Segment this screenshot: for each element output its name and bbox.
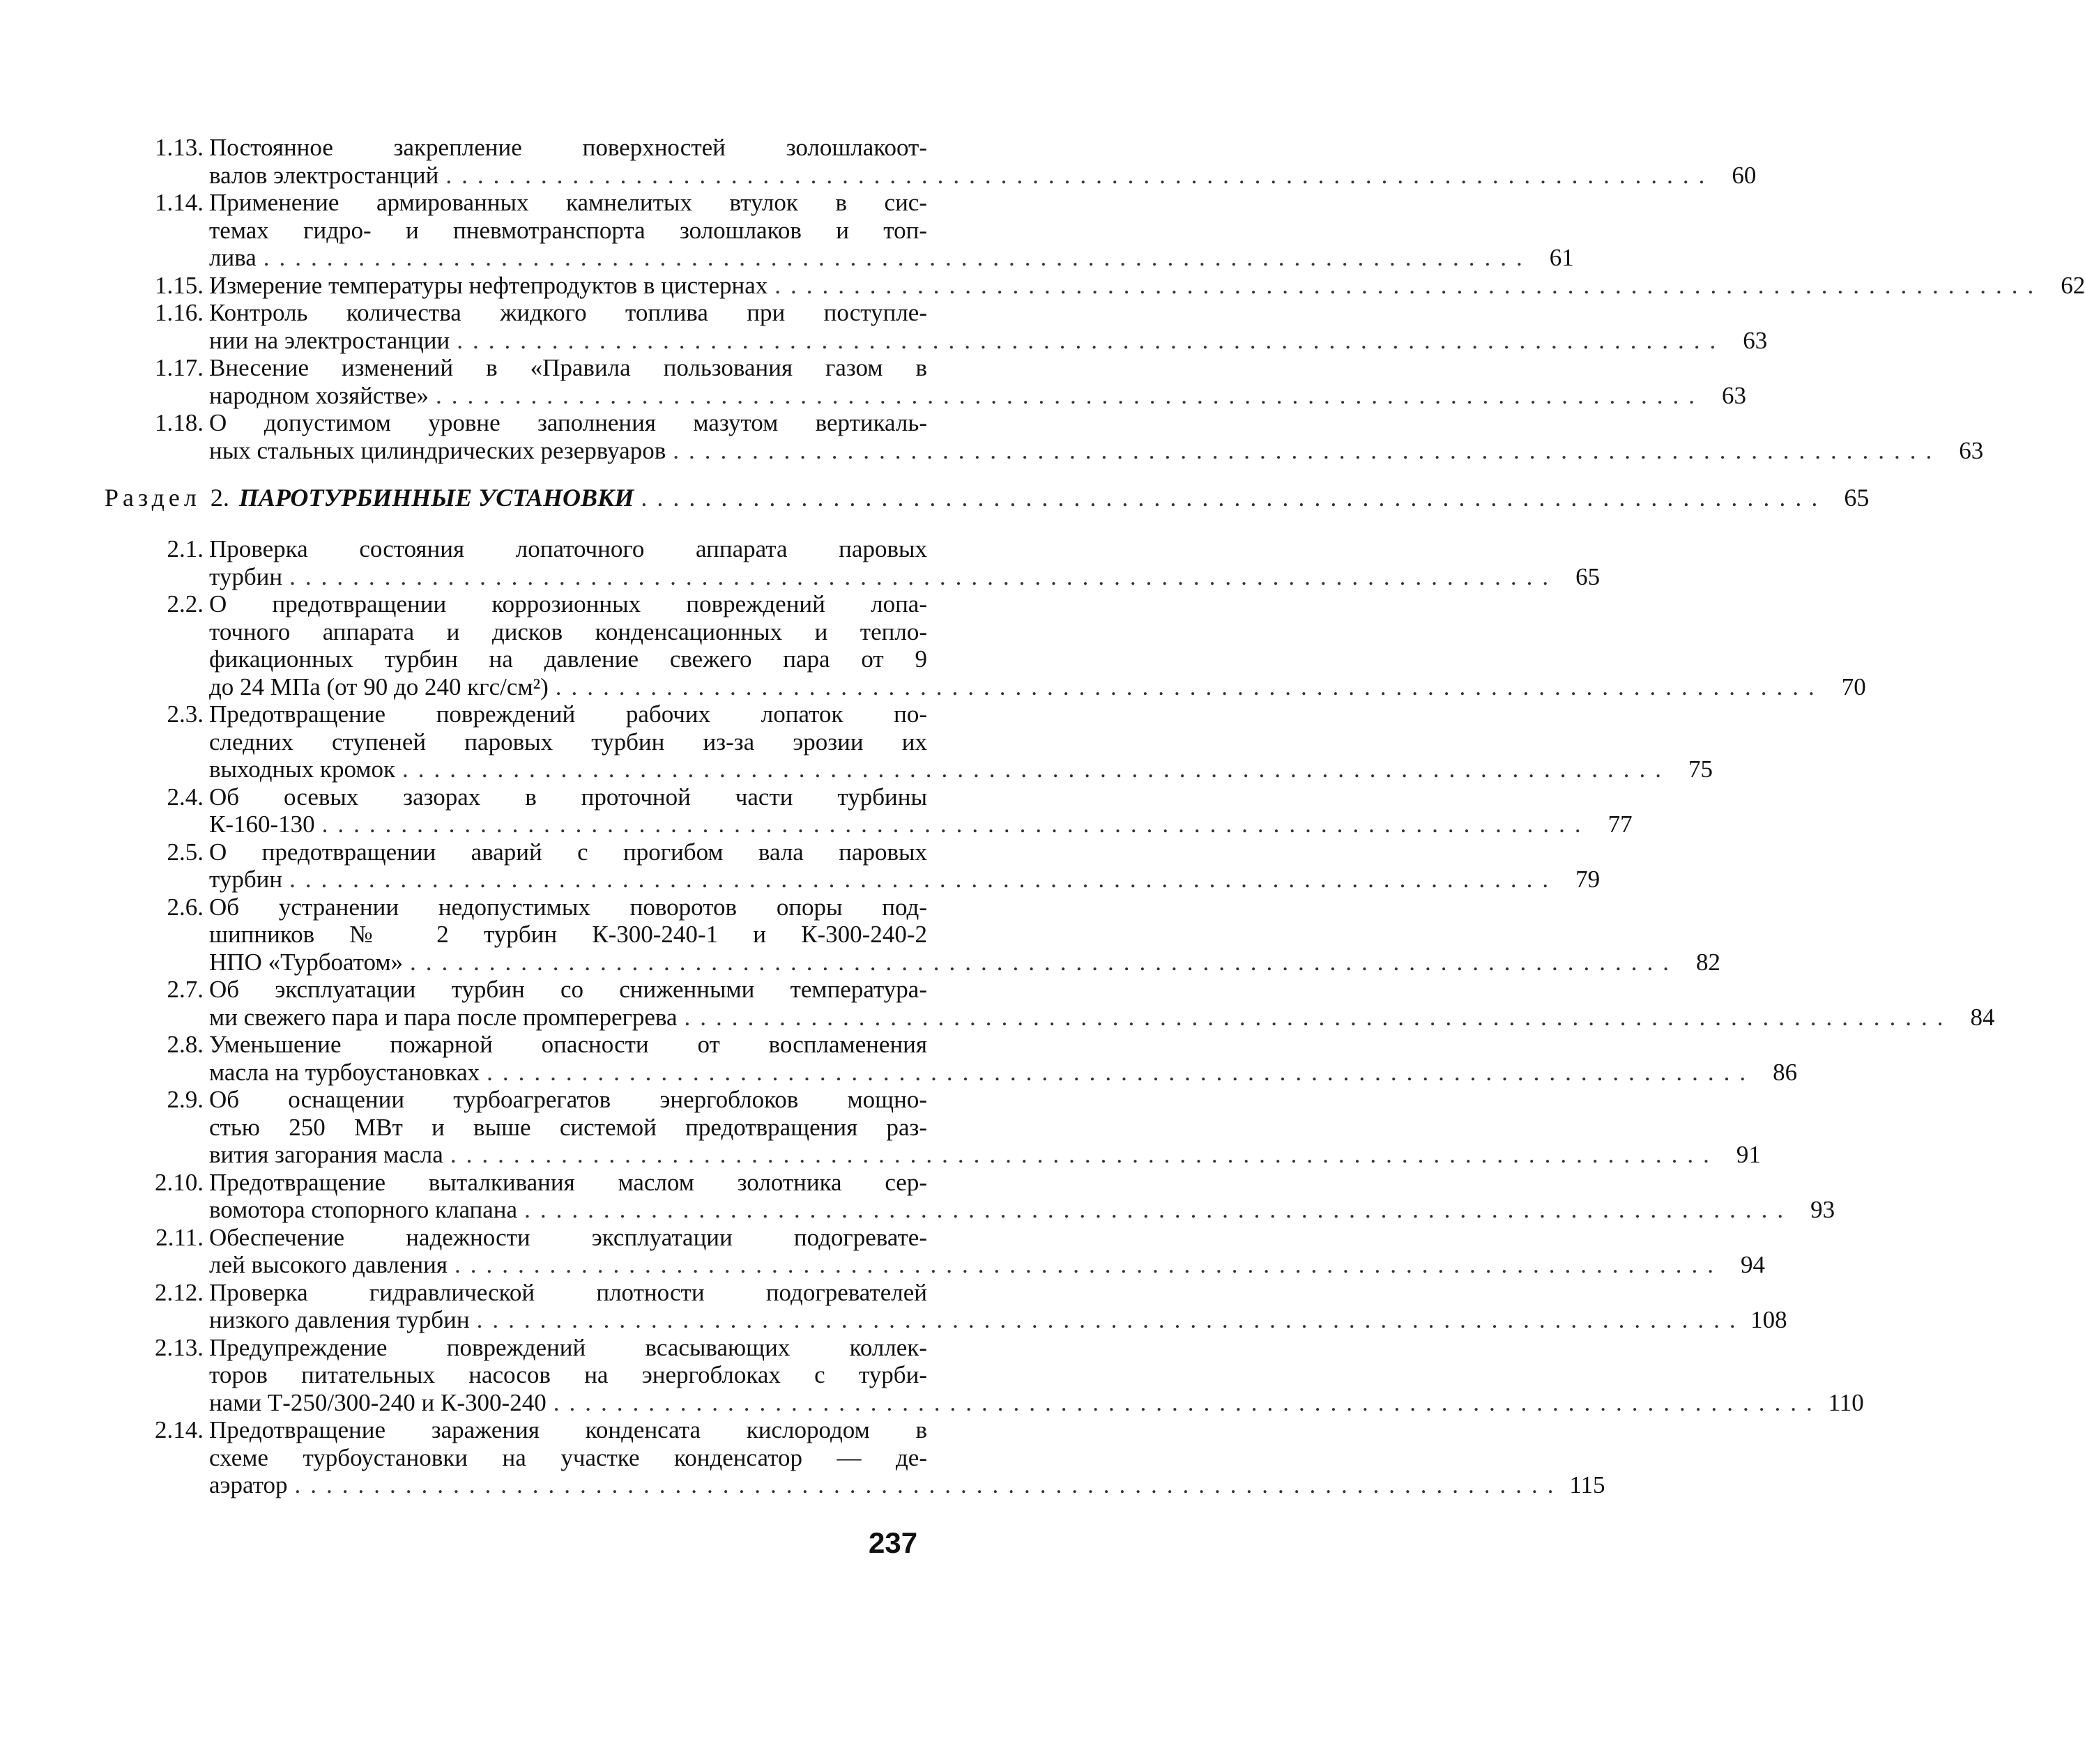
entry-last-line — [209, 1471, 1605, 1499]
toc-entry — [105, 189, 1574, 272]
entry-page: 79 — [1575, 866, 1601, 893]
toc-entry — [105, 1031, 1798, 1086]
entry-title-line: шипников № 2 турбин К-300-240-1 и К-300-240-2 — [209, 921, 927, 948]
entry-page: 115 — [1569, 1471, 1605, 1498]
entry-number: 2.10. — [155, 1168, 204, 1196]
entry-body — [209, 700, 1713, 783]
entry-page: 108 — [1750, 1306, 1787, 1333]
entry-number: 1.15. — [155, 271, 204, 299]
dot-leader: ................................................................................ — [289, 562, 1559, 590]
entry-last-line — [209, 244, 1574, 272]
entry-number: 2.13. — [155, 1333, 204, 1361]
entry-body — [209, 189, 1574, 272]
dot-leader: ................................................................................ — [684, 1003, 1953, 1031]
entry-title-line: торов питательных насосов на энергоблоках с турби- — [209, 1361, 927, 1388]
section-page: 65 — [1844, 484, 1870, 512]
entry-title-line: вития загорания масла — [209, 1141, 443, 1168]
entry-title-line: лей высокого давления — [209, 1251, 448, 1278]
entry-title-line: лива — [209, 244, 257, 271]
toc-entry — [105, 838, 1601, 893]
entry-body — [209, 535, 1601, 590]
toc-entry — [105, 271, 2085, 300]
entry-title-line: О предотвращении аварий с прогибом вала паровых — [209, 838, 927, 866]
entry-page: 61 — [1549, 244, 1574, 271]
entry-page: 62 — [2061, 271, 2085, 299]
entry-title-line: О допустимом уровне заполнения мазутом вертикаль- — [209, 409, 927, 436]
entry-title-line: выходных кромок — [209, 756, 395, 783]
entry-body — [209, 893, 1720, 976]
entry-title-line: турбин — [209, 562, 283, 590]
entry-title-line: нами Т-250/300-240 и К-300-240 — [209, 1388, 547, 1416]
entry-title-line: Уменьшение пожарной опасности от воспламенения — [209, 1031, 927, 1058]
entry-title-line: схеме турбоустановки на участке конденсатор — де- — [209, 1443, 927, 1471]
toc-list-section-1 — [105, 134, 2085, 464]
entry-title-line: Внесение изменений в «Правила пользования газом в — [209, 354, 927, 381]
entry-body — [209, 590, 1866, 700]
entry-page: 63 — [1959, 436, 1984, 464]
entry-last-line — [209, 326, 1768, 355]
entry-number: 2.14. — [155, 1416, 204, 1443]
entry-title-line: нии на электростанции — [209, 326, 450, 354]
section-title: ПАРОТУРБИННЫЕ УСТАНОВКИ — [238, 484, 634, 512]
toc-entry — [105, 1086, 1761, 1169]
dot-leader: ................................................................................ — [457, 326, 1726, 354]
entry-number: 2.1. — [167, 535, 204, 562]
toc-entry — [105, 535, 1601, 590]
entry-title-line: Проверка состояния лопаточного аппарата паровых — [209, 535, 927, 562]
dot-leader: ................................................................................ — [445, 161, 1715, 189]
entry-title-line: стью 250 МВт и выше системой предотвращения раз- — [209, 1113, 927, 1141]
dot-leader: ................................................................................ — [455, 1251, 1723, 1278]
entry-title-line: Проверка гидравлической плотности подогревателей — [209, 1278, 927, 1306]
entry-last-line — [209, 948, 1720, 976]
entry-page: 70 — [1841, 673, 1866, 700]
dot-leader: ................................................................................ — [436, 381, 1705, 409]
entry-last-line — [209, 161, 1757, 190]
entry-page: 86 — [1773, 1058, 1798, 1086]
entry-title-line: масла на турбоустановках — [209, 1058, 480, 1086]
entry-number: 2.11. — [155, 1223, 204, 1251]
entry-page: 91 — [1736, 1141, 1761, 1168]
entry-page: 110 — [1828, 1388, 1864, 1416]
entry-last-line — [209, 673, 1866, 701]
entry-body — [209, 838, 1601, 893]
entry-title-line: Об оснащении турбоагрегатов энергоблоков мощно- — [209, 1086, 927, 1113]
entry-body — [209, 1333, 1864, 1417]
entry-number: 2.4. — [167, 783, 204, 811]
entry-title-line: НПО «Турбоатом» — [209, 948, 403, 976]
entry-title-line: К-160-130 — [209, 811, 315, 838]
entry-last-line — [209, 1306, 1787, 1334]
entry-title-line: Применение армированных камнелитых втулок в сис- — [209, 189, 927, 216]
entry-title-line: низкого давления турбин — [209, 1306, 470, 1333]
page-number: 237 — [869, 1526, 918, 1559]
entry-body — [209, 299, 1768, 354]
entry-number: 2.8. — [167, 1031, 204, 1058]
dot-leader: ................................................................................ — [402, 756, 1671, 783]
entry-title-line: ных стальных цилиндрических резервуаров — [209, 436, 666, 464]
toc-entry — [105, 700, 1713, 783]
entry-last-line — [209, 381, 1747, 410]
entry-body — [209, 354, 1747, 409]
entry-title-line: Предотвращение выталкивания маслом золотника сер- — [209, 1168, 927, 1196]
dot-leader: .......................................................................... — [641, 484, 1828, 512]
dot-leader: ................................................................................ — [289, 866, 1559, 893]
entry-body — [209, 1278, 1787, 1334]
entry-body — [209, 1168, 1835, 1224]
toc-list-section-2 — [105, 535, 1995, 1499]
entry-body — [209, 783, 1633, 838]
dot-leader: ................................................................................ — [673, 436, 1942, 464]
entry-page: 75 — [1688, 756, 1713, 783]
entry-body — [209, 1416, 1605, 1499]
entry-title-line: фикационных турбин на давление свежего пара от 9 — [209, 645, 927, 673]
entry-page: 63 — [1743, 326, 1768, 354]
entry-title-line: Об эксплуатации турбин со сниженными температура- — [209, 976, 927, 1003]
entry-last-line — [209, 271, 2085, 300]
dot-leader: ................................................................................ — [321, 811, 1591, 838]
toc-entry — [105, 1168, 1835, 1224]
entry-last-line — [209, 811, 1633, 838]
entry-page: 82 — [1695, 948, 1720, 976]
entry-number: 1.16. — [155, 299, 204, 326]
entry-last-line — [209, 1251, 1765, 1279]
entry-title-line: точного аппарата и дисков конденсационных и тепло- — [209, 618, 927, 645]
toc-entry — [105, 590, 1866, 700]
dot-leader: ................................................................................ — [263, 244, 1532, 271]
section-heading — [105, 484, 1870, 512]
entry-number: 2.7. — [167, 976, 204, 1003]
entry-last-line — [209, 1058, 1798, 1087]
entry-title-line: Обеспечение надежности эксплуатации подогревате- — [209, 1223, 927, 1251]
entry-number: 1.13. — [155, 134, 204, 161]
entry-last-line — [209, 1388, 1864, 1417]
dot-leader: ................................................................................ — [524, 1196, 1794, 1223]
entry-page: 84 — [1970, 1003, 1995, 1031]
toc-entry — [105, 1416, 1605, 1499]
entry-body — [209, 976, 1995, 1031]
entry-last-line — [209, 866, 1601, 893]
entry-title-line: до 24 МПа (от 90 до 240 кгс/см²) — [209, 673, 549, 700]
entry-body — [209, 134, 1757, 189]
entry-number: 2.3. — [167, 700, 204, 728]
entry-number: 2.12. — [155, 1278, 204, 1306]
entry-body — [209, 1086, 1761, 1169]
entry-number: 2.5. — [167, 838, 204, 866]
entry-title-line: Измерение температуры нефтепродуктов в цистернах — [209, 271, 768, 299]
entry-last-line — [209, 436, 1984, 465]
toc-entry — [105, 1278, 1787, 1334]
entry-title-line: Об осевых зазорах в проточной части турбины — [209, 783, 927, 811]
toc-entry — [105, 1223, 1765, 1279]
dot-leader: ................................................................................ — [774, 271, 2044, 299]
entry-body — [209, 271, 2085, 300]
entry-title-line: Контроль количества жидкого топлива при поступле- — [209, 299, 927, 326]
section-number: 2. — [210, 484, 229, 512]
table-of-contents — [105, 134, 2085, 1499]
entry-title-line: ми свежего пара и пара после промперегрева — [209, 1003, 678, 1031]
entry-page: 77 — [1607, 811, 1633, 838]
toc-entry — [105, 354, 1747, 409]
entry-number: 2.2. — [167, 590, 204, 618]
entry-title-line: Предупреждение повреждений всасывающих коллек- — [209, 1333, 927, 1361]
entry-title-line: валов электростанций — [209, 161, 439, 189]
entry-title-line: вомотора стопорного клапана — [209, 1196, 518, 1223]
entry-page: 60 — [1732, 161, 1757, 189]
entry-number: 2.9. — [167, 1086, 204, 1113]
section-word: Раздел — [105, 484, 201, 512]
entry-last-line — [209, 1141, 1761, 1169]
entry-title-line: Предотвращение повреждений рабочих лопаток по- — [209, 700, 927, 728]
entry-last-line — [209, 1003, 1995, 1031]
entry-page: 94 — [1741, 1251, 1765, 1278]
toc-entry — [105, 976, 1995, 1031]
entry-body — [209, 1223, 1765, 1279]
entry-number: 1.18. — [155, 409, 204, 436]
entry-number: 2.6. — [167, 893, 204, 921]
entry-title-line: турбин — [209, 866, 283, 893]
dot-leader: ................................................................................ — [450, 1141, 1719, 1168]
entry-title-line: темах гидро- и пневмотранспорта золошлаков и топ- — [209, 216, 927, 244]
dot-leader: ................................................................................ — [476, 1306, 1746, 1333]
dot-leader: ................................................................................ — [487, 1058, 1756, 1086]
entry-title-line: О предотвращении коррозионных повреждений лопа- — [209, 590, 927, 618]
dot-leader: ................................................................................ — [555, 673, 1824, 700]
entry-page: 65 — [1575, 562, 1601, 590]
entry-number: 1.14. — [155, 189, 204, 216]
toc-entry — [105, 893, 1720, 976]
toc-entry — [105, 409, 1984, 464]
entry-title-line: Предотвращение заражения конденсата кислородом в — [209, 1416, 927, 1443]
dot-leader: ................................................................................ — [409, 948, 1679, 976]
entry-last-line — [209, 562, 1601, 591]
entry-body — [209, 409, 1984, 464]
toc-entry — [105, 1333, 1864, 1417]
entry-title-line: аэратор — [209, 1471, 288, 1498]
entry-body — [209, 1031, 1798, 1086]
toc-entry — [105, 783, 1633, 838]
entry-page: 93 — [1810, 1196, 1835, 1223]
entry-title-line: Об устранении недопустимых поворотов опоры под- — [209, 893, 927, 921]
entry-last-line — [209, 1196, 1835, 1224]
entry-number: 1.17. — [155, 354, 204, 381]
entry-page: 63 — [1722, 381, 1747, 409]
dot-leader: ................................................................................ — [553, 1388, 1822, 1416]
entry-title-line: следних ступеней паровых турбин из-за эрозии их — [209, 728, 927, 756]
toc-entry — [105, 299, 1768, 354]
entry-title-line: Постоянное закрепление поверхностей золошлакоот- — [209, 134, 927, 161]
toc-entry — [105, 134, 1757, 189]
entry-title-line: народном хозяйстве» — [209, 381, 429, 409]
dot-leader: ................................................................................ — [294, 1471, 1564, 1498]
entry-last-line — [209, 756, 1713, 783]
